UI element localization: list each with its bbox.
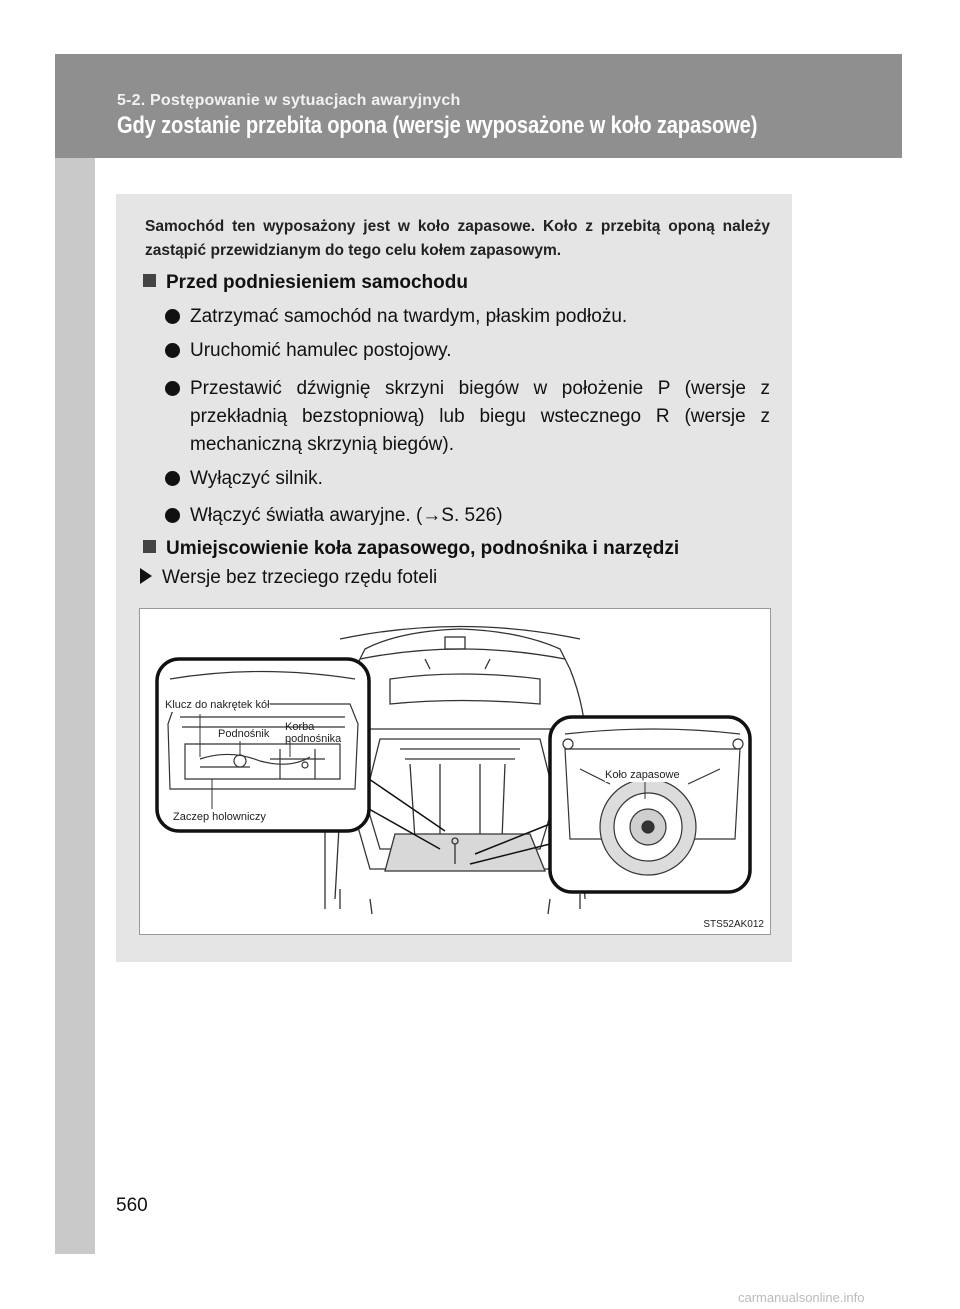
- subheading-text: Wersje bez trzeciego rzędu foteli: [162, 567, 438, 588]
- intro-paragraph: Samochód ten wyposażony jest w koło zapasowe. Koło z przebitą oponą należy zastąpić przewidzianym do tego celu kołem zapasowym.: [145, 218, 770, 259]
- bullet-dot-icon: [165, 309, 180, 324]
- bullet-dot-icon: [165, 343, 180, 358]
- page-number: 560: [116, 1195, 148, 1216]
- label-wheel-nut-wrench: Klucz do nakrętek kół: [165, 699, 270, 711]
- square-bullet-icon: [143, 274, 156, 287]
- bullet-item: [165, 337, 770, 365]
- bullet-dot-icon: [165, 471, 180, 486]
- bullet-text: Wyłączyć silnik.: [190, 468, 323, 489]
- bullet-text: Przestawić dźwignię skrzyni biegów w położenie P (wersje z przekładnią bezstopniową) lub biegu wstecznego R (wersje z mechaniczną skrzynią biegów).: [190, 378, 770, 455]
- label-tow-hook: Zaczep holowniczy: [173, 811, 266, 823]
- triangle-arrow-icon: [140, 568, 152, 584]
- bullet-dot-icon: [165, 508, 180, 523]
- heading-text: Przed podniesieniem samochodu: [166, 272, 468, 293]
- bullet-item: [165, 465, 770, 493]
- square-bullet-icon: [143, 540, 156, 553]
- bullet-text: Uruchomić hamulec postojowy.: [190, 340, 452, 361]
- bullet-text: Włączyć światła awaryjne. (→S. 526): [190, 505, 503, 526]
- heading-before-lifting: [143, 272, 468, 294]
- heading-text: Umiejscowienie koła zapasowego, podnośnika i narzędzi: [166, 538, 680, 559]
- label-jack: Podnośnik: [218, 728, 270, 740]
- bullet-text: Zatrzymać samochód na twardym, płaskim podłożu.: [190, 306, 628, 327]
- label-spare-wheel: Koło zapasowe: [605, 769, 680, 781]
- bullet-item: [165, 502, 770, 530]
- heading-spare-location: [143, 538, 679, 560]
- bullet-item: [165, 375, 770, 459]
- bullet-item: [165, 303, 770, 331]
- section-label: 5-2. Postępowanie w sytuacjach awaryjnych: [117, 92, 461, 109]
- watermark: carmanualsonline.info: [738, 1290, 865, 1305]
- subheading: [140, 567, 437, 589]
- trunk-illustration: [139, 608, 771, 935]
- figure-code: STS52AK012: [703, 919, 764, 930]
- page-title: Gdy zostanie przebita opona (wersje wyposażone w koło zapasowe): [117, 112, 758, 139]
- label-jack-crank: Korba podnośnika: [285, 721, 342, 745]
- bullet-dot-icon: [165, 381, 180, 396]
